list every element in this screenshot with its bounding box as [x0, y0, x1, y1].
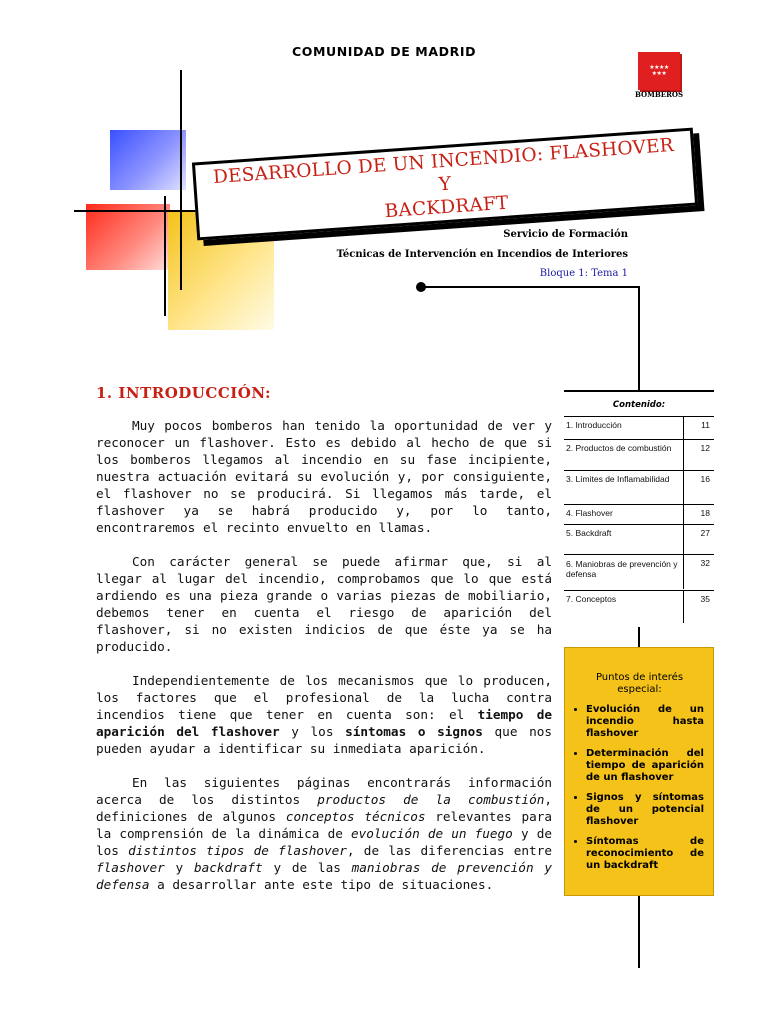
- toc-page: 35: [683, 591, 714, 623]
- decorative-vertical-rule: [180, 70, 182, 290]
- paragraph: Independientemente de los mecanismos que lo producen, los factores que el profesional de la lucha contra incendios tiene que tener en cuenta son: el tiempo de aparición del flashover y los síntomas o signos que nos pueden ayudar a identificar su inmediata aparición.: [96, 673, 552, 756]
- toc-row[interactable]: [564, 555, 714, 591]
- decorative-blue-square: [110, 130, 186, 190]
- connector-vertical-line: [638, 627, 640, 647]
- contents-table: [564, 390, 714, 623]
- interest-item: • Signos y síntomas de un potencial flashover: [586, 792, 704, 828]
- interest-item: • Síntomas de reconocimiento de un backdraft: [586, 836, 704, 872]
- toc-row[interactable]: [564, 440, 714, 471]
- toc-label: 6. Maniobras de prevención y defensa: [566, 559, 678, 579]
- toc-page: 27: [683, 525, 714, 554]
- paragraph: En las siguientes páginas encontrarás información acerca de los distintos productos de la combustión, definiciones de algunos conceptos técnicos relevantes para la comprensión de la dinámica de evolución de un fuego y de los distintos tipos de flashover, de las diferencias entre flashover y backdraft y de las maniobras de prevención y defensa a desarrollar ante este tipo de situaciones.: [96, 775, 553, 892]
- toc-label: 2. Productos de combustión: [566, 443, 672, 453]
- interest-list: [575, 704, 704, 872]
- toc-label: 7. Conceptos: [566, 594, 617, 604]
- toc-page: 32: [683, 555, 714, 589]
- paragraph: Muy pocos bomberos han tenido la oportunidad de ver y reconocer un flashover. Esto es debido al hecho de que si los bomberos llegamos al incendio en su fase incipiente, nuestra actuación evitará su evolución y, por consiguiente, el flashover no se producirá. Si llegamos más tarde, el flashover ya se habrá producido y, por lo tanto, encontraremos el recinto envuelto en llamas.: [96, 418, 552, 535]
- title-line-1: DESARROLLO DE UN INCENDIO: FLASHOVER Y: [212, 134, 675, 195]
- section-heading: 1. INTRODUCCIÓN:: [96, 384, 272, 402]
- connector-line: [420, 286, 640, 288]
- toc-row[interactable]: [564, 591, 714, 623]
- paragraph: Con carácter general se puede afirmar que, si al llegar al lugar del incendio, comprobamos que lo que está ardiendo es una pieza grande o varias piezas de mobiliario, debemos tener en cuenta el riesgo de aparición del flashover, si no existen indicios de que éste ya se ha producido.: [96, 554, 552, 654]
- title-banner: [192, 128, 698, 241]
- toc-page: 12: [683, 440, 714, 470]
- body-text: [96, 417, 552, 910]
- interest-item: • Determinación del tiempo de aparición de un flashover: [586, 748, 704, 784]
- interest-box: [564, 647, 714, 896]
- logo-caption: BOMBEROS: [634, 90, 684, 99]
- toc-label: 3. Límites de Inflamabilidad: [566, 474, 670, 484]
- decorative-vertical-rule: [164, 196, 166, 316]
- block-label: Bloque 1: Tema 1: [539, 268, 628, 279]
- document-title: [195, 132, 695, 235]
- interest-title: Puntos de interés especial:: [595, 672, 684, 695]
- toc-page: 16: [683, 471, 714, 504]
- toc-row[interactable]: [564, 471, 714, 505]
- service-name: Servicio de Formación: [503, 229, 628, 240]
- toc-label: 5. Backdraft: [566, 528, 612, 538]
- connector-vertical-line: [638, 286, 640, 390]
- decorative-horizontal-rule: [74, 210, 214, 212]
- title-line-2: BACKDRAFT: [384, 192, 510, 222]
- toc-row[interactable]: [564, 525, 714, 555]
- course-name: Técnicas de Intervención en Incendios de Interiores: [336, 249, 628, 260]
- toc-row[interactable]: [564, 417, 714, 440]
- interest-item: • Evolución de un incendio hasta flashover: [586, 704, 704, 740]
- organization-name: COMUNIDAD DE MADRID: [291, 44, 477, 59]
- logo-stars-icon: ★★★★ ★★★: [649, 64, 669, 77]
- toc-label: 4. Flashover: [566, 508, 613, 518]
- contents-title: Contenido:: [564, 392, 714, 417]
- connector-vertical-line: [638, 896, 640, 968]
- toc-page: 11: [683, 417, 714, 439]
- toc-label: 1. Introducción: [566, 420, 622, 430]
- decorative-red-square: [86, 204, 170, 270]
- bomberos-logo: [638, 52, 680, 90]
- toc-row[interactable]: [564, 505, 714, 525]
- toc-page: 18: [683, 505, 714, 524]
